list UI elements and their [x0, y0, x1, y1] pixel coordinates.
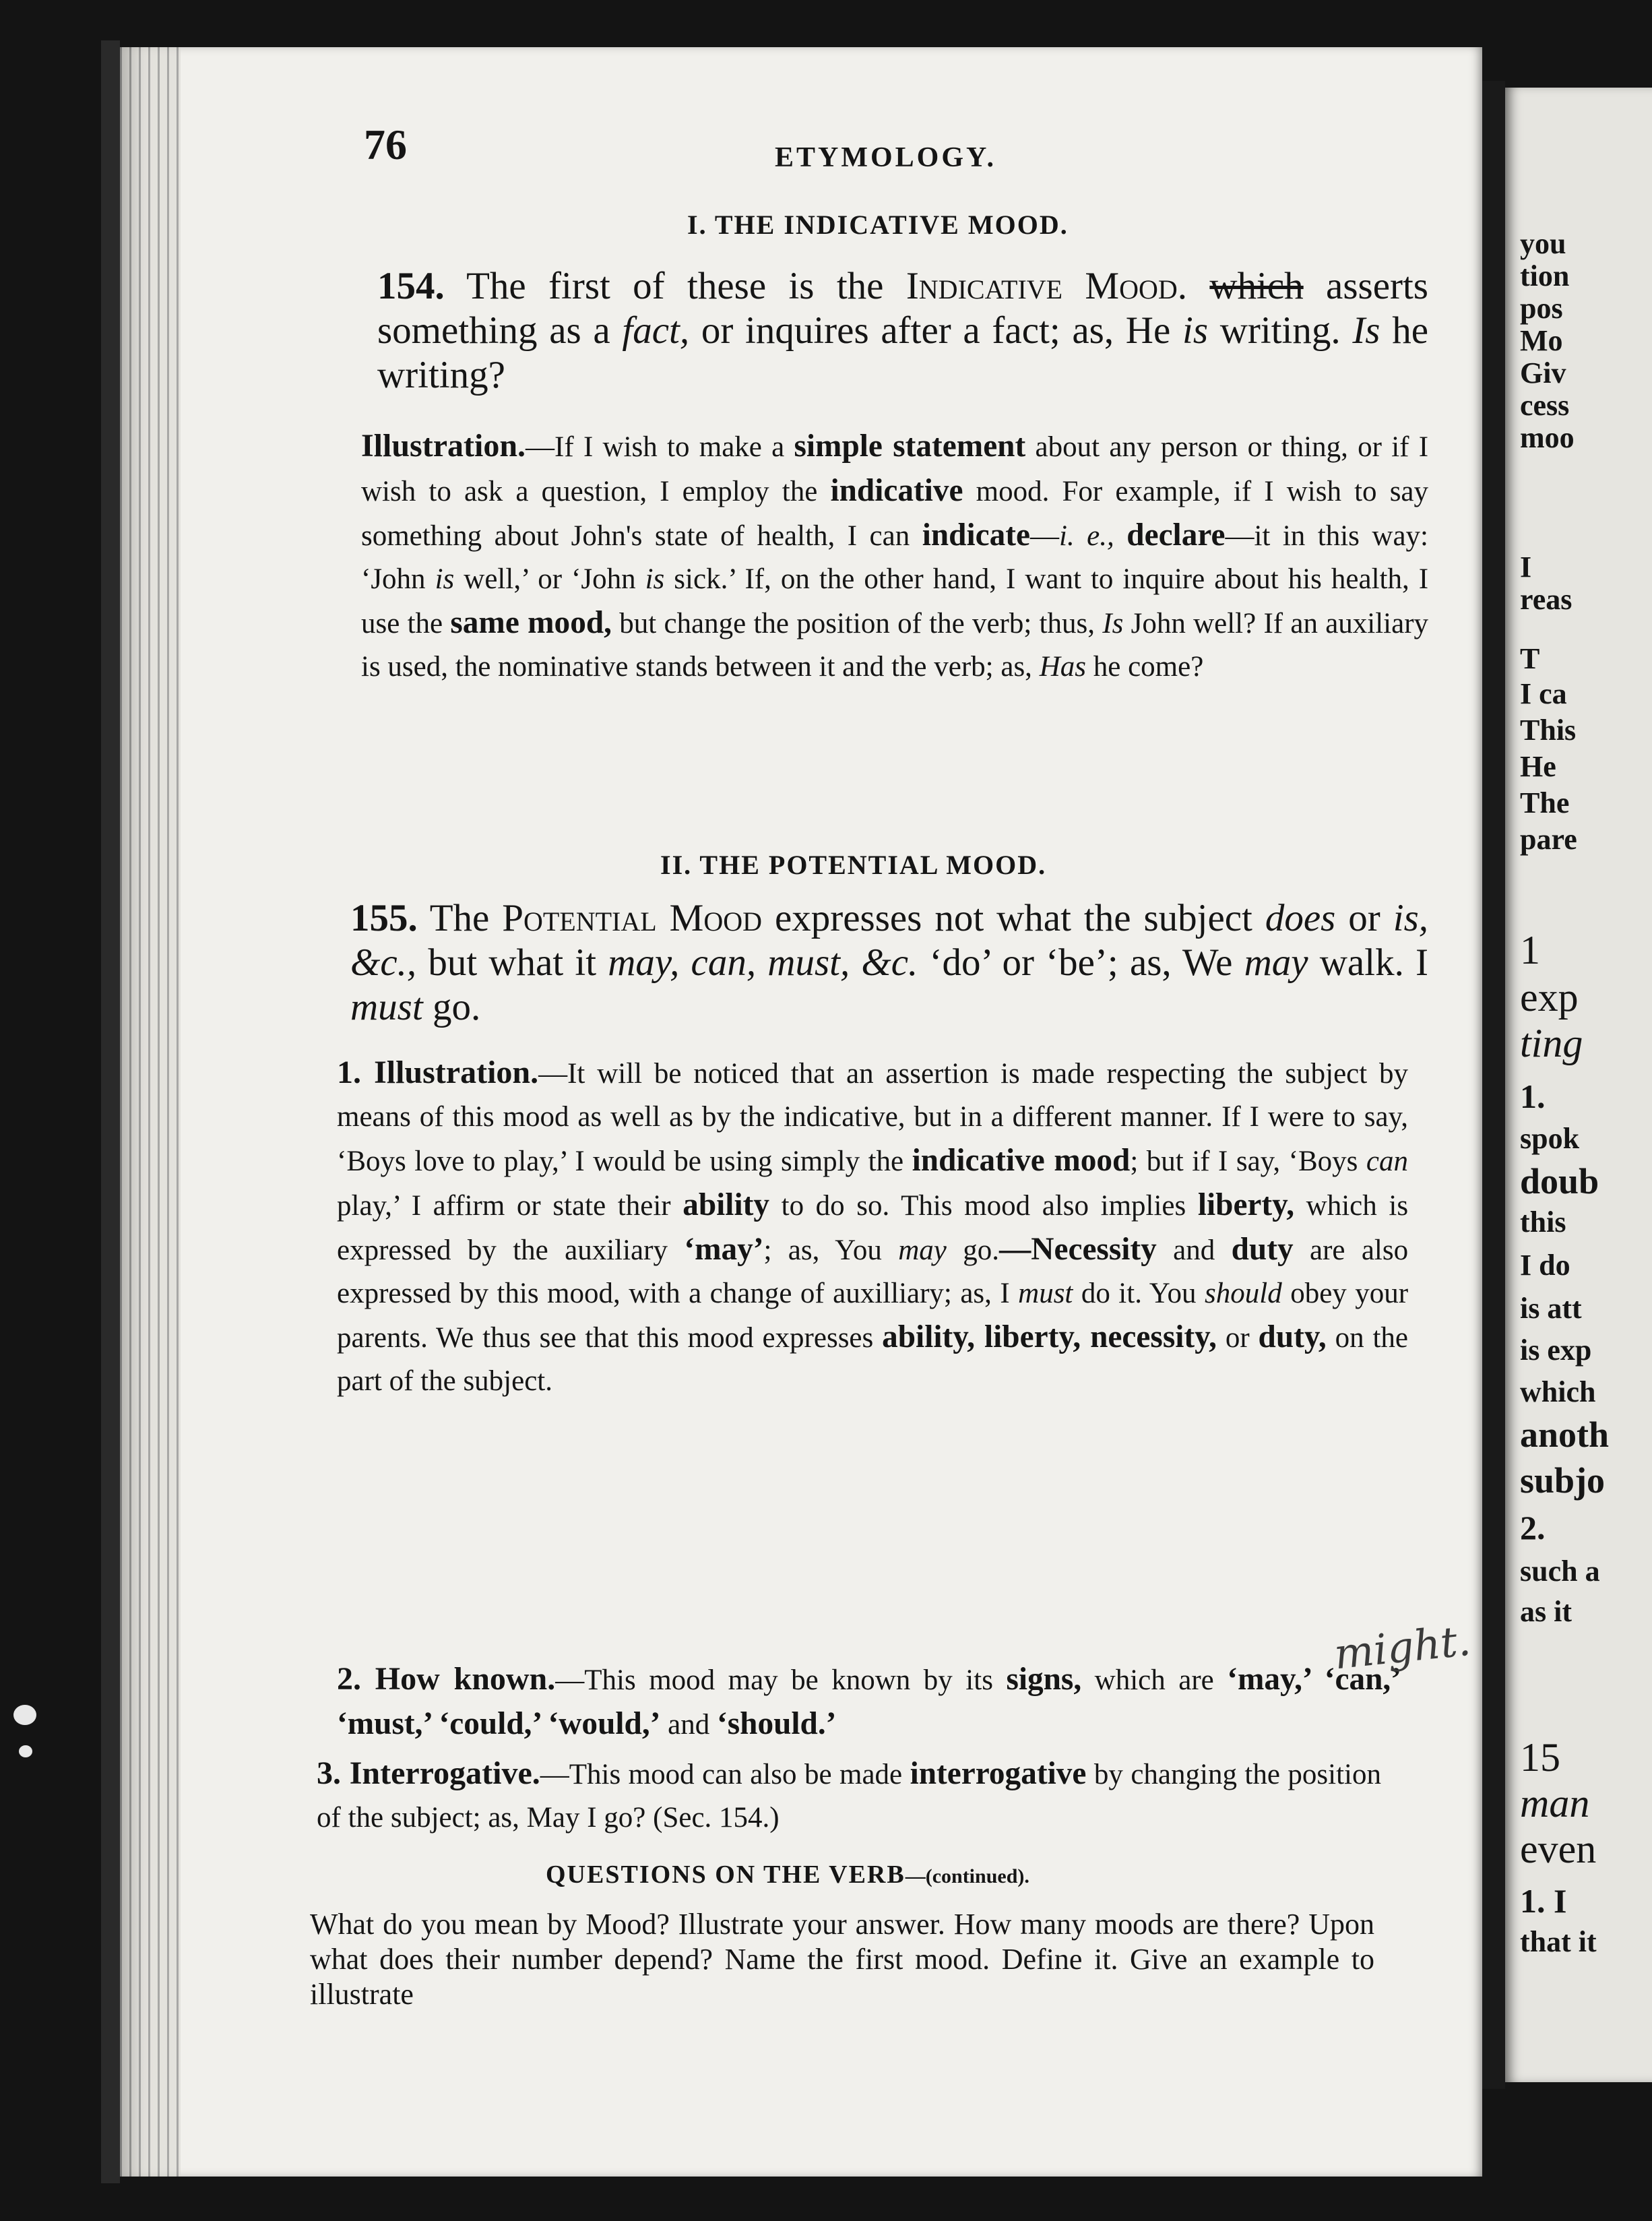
page-edge-lines — [120, 47, 181, 2177]
illustration-155 — [337, 1051, 1408, 1403]
adjacent-fragment: you — [1520, 227, 1566, 260]
adjacent-fragment: exp — [1520, 975, 1579, 1020]
illustration-154 — [361, 425, 1428, 689]
dust-speck — [19, 1745, 32, 1757]
italic-word: must — [1018, 1278, 1073, 1309]
binding-edge — [101, 40, 120, 2183]
adjacent-fragment: moo — [1520, 421, 1575, 454]
adjacent-fragment: man — [1520, 1781, 1590, 1825]
questions-heading-note: —(continued). — [905, 1865, 1029, 1887]
text: go. — [963, 1234, 999, 1266]
text: or — [1225, 1322, 1250, 1354]
italic-word: i. e., — [1059, 520, 1114, 552]
page-number: 76 — [364, 121, 407, 168]
adjacent-fragment: subjo — [1520, 1460, 1606, 1501]
italic-word: must — [350, 986, 423, 1028]
text: —If I wish to make a — [526, 431, 785, 463]
section-heading: I. THE INDICATIVE MOOD. — [687, 210, 1069, 240]
bold-term: ‘may’ — [684, 1232, 764, 1267]
text: go. — [432, 986, 481, 1028]
adjacent-fragment: tion — [1520, 259, 1570, 292]
bold-term: same mood, — [450, 605, 612, 640]
italic-word: Is — [1102, 608, 1124, 639]
adjacent-fragment: 1. — [1520, 1077, 1546, 1115]
adjacent-fragment: this — [1520, 1206, 1566, 1239]
adjacent-fragment: Giv — [1520, 356, 1566, 389]
text: but what it — [428, 941, 597, 984]
bold-term: ‘may,’ ‘can,’ ‘must,’ ‘could,’ ‘would,’ — [337, 1662, 1401, 1741]
italic-word: may — [898, 1234, 947, 1266]
italic-word: is — [435, 563, 455, 595]
italic-word: Is — [1352, 309, 1380, 352]
text: and — [668, 1709, 710, 1741]
text: —This mood can also be made — [540, 1759, 903, 1790]
bold-term: indicative mood — [912, 1143, 1131, 1178]
how-known-paragraph — [337, 1658, 1401, 1747]
bold-term: signs, — [1006, 1662, 1082, 1697]
text: sick.’ If, on the other hand, I want to inquire about his health, I use the — [361, 563, 1429, 639]
italic-word: is, &c., — [350, 897, 1429, 984]
text: by changing the position of the subject; as, May I go? (Sec. 154.) — [317, 1759, 1381, 1834]
text: to do so. This mood also implies — [781, 1190, 1186, 1222]
italic-word: should — [1205, 1278, 1282, 1309]
interrogative-paragraph — [317, 1752, 1381, 1840]
bold-term: declare — [1126, 518, 1226, 553]
text: The — [429, 897, 490, 939]
adjacent-fragment: cess — [1520, 389, 1570, 422]
text: ‘do’ or ‘be’; as, We — [929, 941, 1233, 984]
adjacent-fragment: This — [1520, 714, 1577, 747]
text: —It will be noticed that an assertion is made respecting the subject by means of this mood as well as by the indicative, but in a different manner. If I were to say, ‘Boys love to play,’ I would be using simply the — [337, 1058, 1409, 1177]
text: but change the position of the verb; thus, — [619, 608, 1095, 639]
italic-word: is — [1182, 309, 1209, 352]
adjacent-fragment: 1 — [1520, 928, 1540, 972]
text: obey your parents. We thus see that this mood expresses — [337, 1278, 1409, 1354]
text: walk. I — [1319, 941, 1428, 984]
paragraph-154 — [377, 264, 1428, 398]
adjacent-fragment: T — [1520, 642, 1540, 675]
text: well,’ or ‘John — [464, 563, 636, 595]
handwritten-annotation: might. — [1331, 1615, 1473, 1679]
adjacent-fragment: as it — [1520, 1595, 1572, 1628]
text: The first of these is the — [466, 265, 884, 307]
questions-heading — [546, 1860, 1029, 1889]
text: he come? — [1093, 651, 1204, 683]
text: ; as, You — [763, 1234, 882, 1266]
adjacent-fragment: reas — [1520, 583, 1572, 616]
adjacent-fragment: spok — [1520, 1122, 1580, 1155]
text: on the part of the subject. — [337, 1322, 1409, 1397]
adjacent-fragment: pos — [1520, 292, 1563, 325]
term: Indicative Mood. — [906, 265, 1188, 307]
adjacent-fragment: even — [1520, 1827, 1597, 1871]
text: are also expressed by this mood, with a change of auxilliary; as, I — [337, 1234, 1409, 1309]
adjacent-fragment: which — [1520, 1375, 1596, 1408]
text: — — [1030, 520, 1059, 552]
text: or inquires after a fact; as, He — [701, 309, 1171, 352]
adjacent-fragment: is exp — [1520, 1334, 1592, 1367]
struck-word: which — [1209, 265, 1304, 307]
bold-term: ability, liberty, necessity, — [882, 1319, 1217, 1354]
italic-word: does — [1265, 897, 1336, 939]
adjacent-fragment: such a — [1520, 1555, 1600, 1588]
paragraph-number: 155. — [350, 897, 418, 939]
italic-word: may — [1244, 941, 1308, 984]
dust-speck — [13, 1705, 36, 1725]
text: play,’ I affirm or state their — [337, 1190, 671, 1222]
text: —it in this way: ‘John — [361, 520, 1428, 595]
text: John well? If an auxiliary is used, the nominative stands between it and the verb; as, — [361, 608, 1429, 683]
italic-word: Has — [1039, 651, 1086, 683]
adjacent-fragment: He — [1520, 750, 1556, 783]
lead-term: 1. Illustration. — [337, 1055, 539, 1090]
italic-word: fact, — [622, 309, 690, 352]
section-heading: II. THE POTENTIAL MOOD. — [660, 850, 1047, 880]
paragraph-number: 154. — [377, 265, 445, 307]
text: which are — [1094, 1664, 1214, 1696]
bold-term: ability — [682, 1187, 769, 1222]
term: Potential Mood — [502, 897, 762, 939]
italic-word: can — [1366, 1146, 1408, 1177]
text: do it. You — [1081, 1278, 1197, 1309]
lead-term: 3. Interrogative. — [317, 1755, 540, 1791]
page-gutter — [1482, 81, 1505, 2089]
bold-term: —Necessity — [999, 1232, 1157, 1267]
text: ; but if I say, ‘Boys — [1130, 1146, 1358, 1177]
bold-term: simple statement — [794, 429, 1026, 464]
running-head: ETYMOLOGY. — [775, 142, 996, 173]
italic-word: may, can, must, &c. — [608, 941, 918, 984]
text: which is expressed by the auxiliary — [337, 1190, 1409, 1266]
adjacent-fragment: 2. — [1520, 1509, 1546, 1546]
text: writing. — [1219, 309, 1341, 352]
lead-term: 2. How known. — [337, 1661, 556, 1697]
bold-term: indicative — [830, 473, 963, 508]
adjacent-fragment: I — [1520, 551, 1532, 584]
text: he writing? — [377, 309, 1429, 396]
adjacent-fragment: I ca — [1520, 677, 1567, 710]
text: mood. For example, if I wish to say something about John's state of health, I can — [361, 476, 1429, 552]
text: asserts something as a — [377, 265, 1428, 352]
text: —This mood may be known by its — [555, 1664, 993, 1696]
bold-term: ‘should.’ — [717, 1706, 837, 1741]
adjacent-page — [1505, 88, 1652, 2082]
adjacent-fragment: that it — [1520, 1925, 1597, 1958]
adjacent-fragment: anoth — [1520, 1414, 1610, 1455]
bold-term: liberty, — [1197, 1187, 1295, 1222]
adjacent-fragment: Mo — [1520, 324, 1563, 357]
adjacent-fragment: is att — [1520, 1292, 1582, 1325]
adjacent-fragment: pare — [1520, 823, 1577, 856]
lead-term: Illustration. — [361, 428, 526, 464]
adjacent-fragment: I do — [1520, 1249, 1570, 1282]
italic-word: is — [645, 563, 665, 595]
adjacent-fragment: 15 — [1520, 1735, 1560, 1780]
text: expresses not what the subject — [774, 897, 1252, 939]
paragraph-155 — [350, 896, 1428, 1030]
bold-term: indicate — [922, 518, 1030, 553]
adjacent-fragment: ting — [1520, 1021, 1583, 1065]
text: or — [1348, 897, 1380, 939]
text: and — [1173, 1234, 1215, 1266]
adjacent-fragment: The — [1520, 786, 1570, 819]
bold-term: duty, — [1258, 1319, 1327, 1354]
text: about any person or thing, or if I wish to ask a question, I employ the — [361, 431, 1429, 507]
adjacent-fragment: 1. I — [1520, 1882, 1567, 1920]
bold-term: interrogative — [910, 1756, 1087, 1791]
adjacent-fragment: doub — [1520, 1161, 1599, 1201]
questions-heading-text: QUESTIONS ON THE VERB — [546, 1860, 906, 1889]
bold-term: duty — [1231, 1232, 1294, 1267]
questions-text: What do you mean by Mood? Illustrate your answer. How many moods are there? Upon what does their number depend? Name the first mood. Define it. Give an example to illustrate — [310, 1908, 1374, 2011]
